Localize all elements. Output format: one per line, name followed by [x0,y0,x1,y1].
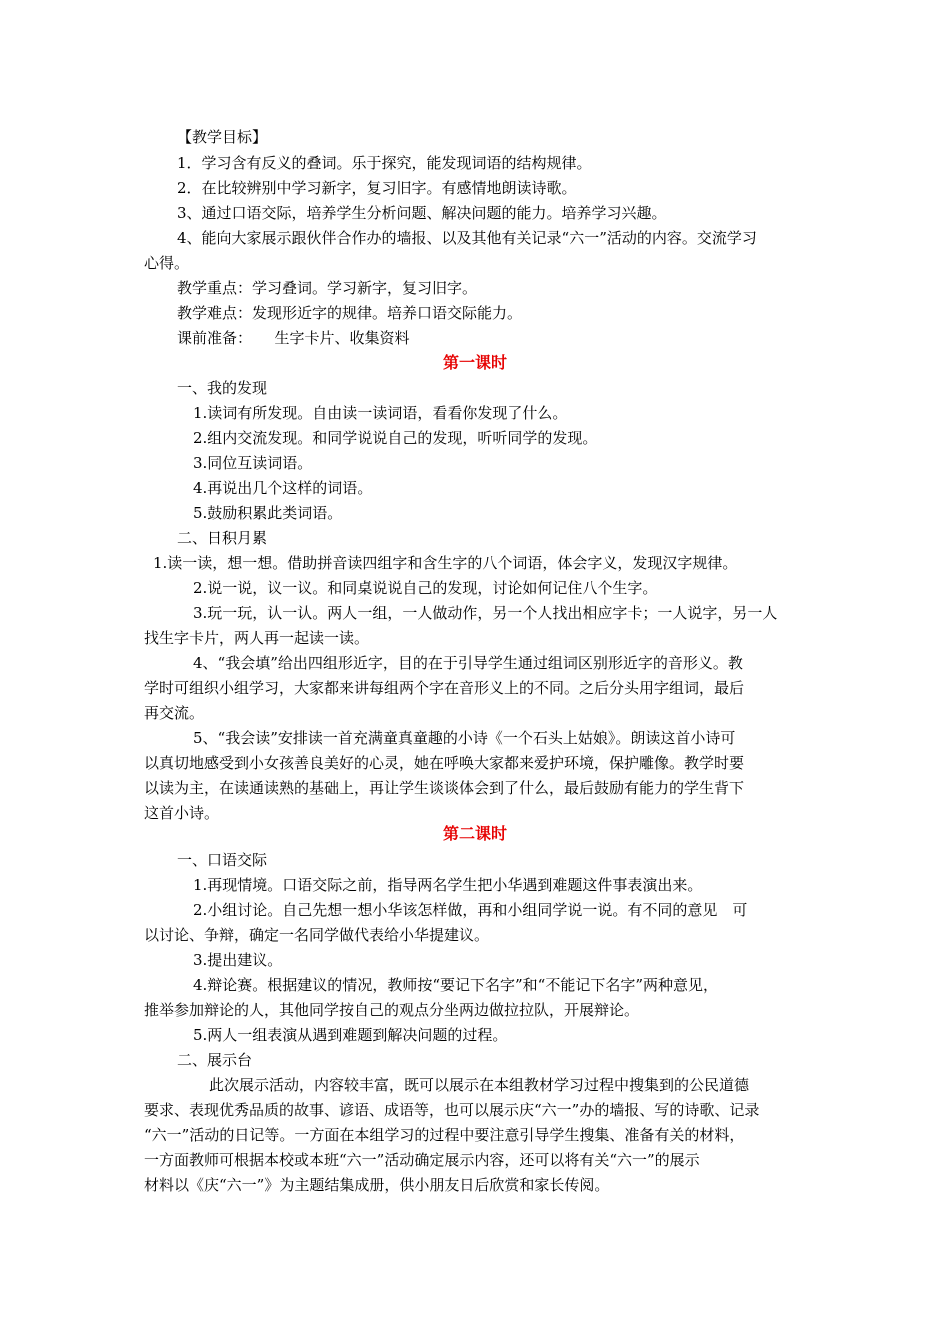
paragraph-line: 3.提出建议。 [193,951,283,969]
lesson2-title: 第二课时 [442,824,507,843]
paragraph-line: 学时可组织小组学习，大家都来讲每组两个字在音形义上的不同。之后分头用字组词，最后 [144,679,745,697]
paragraph-line: 1.再现情境。口语交际之前，指导两名学生把小华遇到难题这件事表演出来。 [193,876,703,894]
paragraph-line: “六一”活动的日记等。一方面在本组学习的过程中要注意引导学生搜集、准备有关的材料， [144,1126,745,1144]
paragraph-line: 5、“我会读”安排读一首充满童真童趣的小诗《一个石头上姑娘》。朗读这首小诗可 [193,729,736,747]
paragraph-line: 3.玩一玩，认一认。两人一组，一人做动作，另一个人找出相应字卡；一人说字，另一人 [193,604,778,622]
paragraph-line: 以读为主，在读通读熟的基础上，再让学生谈谈体会到了什么，最后鼓励有能力的学生背下 [144,779,745,797]
paragraph-line: 再交流。 [144,704,205,722]
paragraph-line: 一方面教师可根据本校或本班“六一”活动确定展示内容，还可以将有关“六一”的展示 [144,1151,700,1169]
list-item: 3.同位互读词语。 [193,454,313,472]
paragraph-line: 推举参加辩论的人，其他同学按自己的观点分坐两边做拉拉队，开展辩论。 [144,1001,640,1019]
paragraph-line: 2.说一说，议一议。和同桌说说自己的发现，讨论如何记住八个生字。 [193,579,658,597]
paragraph-line: 以真切地感受到小女孩善良美好的心灵，她在呼唤大家都来爱护环境，保护雕像。教学时要 [144,754,745,772]
paragraph-line: 1.读一读，想一想。借助拼音读四组字和含生字的八个词语，体会字义，发现汉字规律。 [153,554,738,572]
objective-item: 1．学习含有反义的叠词。乐于探究，能发现词语的结构规律。 [177,154,592,172]
list-item: 5.鼓励积累此类词语。 [193,504,343,522]
objective-item: 2．在比较辨别中学习新字，复习旧字。有感情地朗读诗歌。 [177,179,577,197]
paragraph-line: 以讨论、争辩，确定一名同学做代表给小华提建议。 [144,926,490,944]
paragraph-line: 5.两人一组表演从遇到难题到解决问题的过程。 [193,1026,508,1044]
lesson1-title: 第一课时 [442,353,507,372]
list-item: 1.读词有所发现。自由读一读词语，看看你发现了什么。 [193,404,568,422]
paragraph-line: 4、“我会填”给出四组形近字，目的在于引导学生通过组词区别形近字的音形义。教 [193,654,743,672]
section-heading: 一、我的发现 [177,379,268,397]
objectives-heading: 【教学目标】 [177,128,268,146]
difficulties: 教学难点：发现形近字的规律。培养口语交际能力。 [177,304,523,322]
list-item: 4.再说出几个这样的词语。 [193,479,373,497]
section-heading: 一、口语交际 [177,851,268,869]
paragraph-line: 2.小组讨论。自己先想一想小华该怎样做，再和小组同学说一说。有不同的意见 可 [193,901,748,919]
paragraph-line: 材料以《庆“六一”》为主题结集成册，供小朋友日后欣赏和家长传阅。 [144,1176,610,1194]
paragraph-line: 找生字卡片，两人再一起读一读。 [144,629,370,647]
section-heading: 二、日积月累 [177,529,268,547]
paragraph-line: 这首小诗。 [144,804,220,822]
paragraph-line: 此次展示活动，内容较丰富，既可以展示在本组教材学习过程中搜集到的公民道德 [209,1076,750,1094]
preparation: 课前准备： 生字卡片、收集资料 [177,329,410,347]
paragraph-line: 要求、表现优秀品质的故事、谚语、成语等，也可以展示庆“六一”办的墙报、写的诗歌、记录 [144,1101,760,1119]
objective-item: 3、通过口语交际，培养学生分析问题、解决问题的能力。培养学习兴趣。 [177,204,667,222]
objective-item: 4、能向大家展示跟伙伴合作办的墙报、以及其他有关记录“六一”活动的内容。交流学习 [177,229,757,247]
list-item: 2.组内交流发现。和同学说说自己的发现，听听同学的发现。 [193,429,598,447]
objective-item-continued: 心得。 [144,254,190,272]
key-points: 教学重点：学习叠词。学习新字，复习旧字。 [177,279,478,297]
section-heading: 二、展示台 [177,1051,253,1069]
paragraph-line: 4.辩论赛。根据建议的情况，教师按“要记下名字”和“不能记下名字”两种意见， [193,976,718,994]
